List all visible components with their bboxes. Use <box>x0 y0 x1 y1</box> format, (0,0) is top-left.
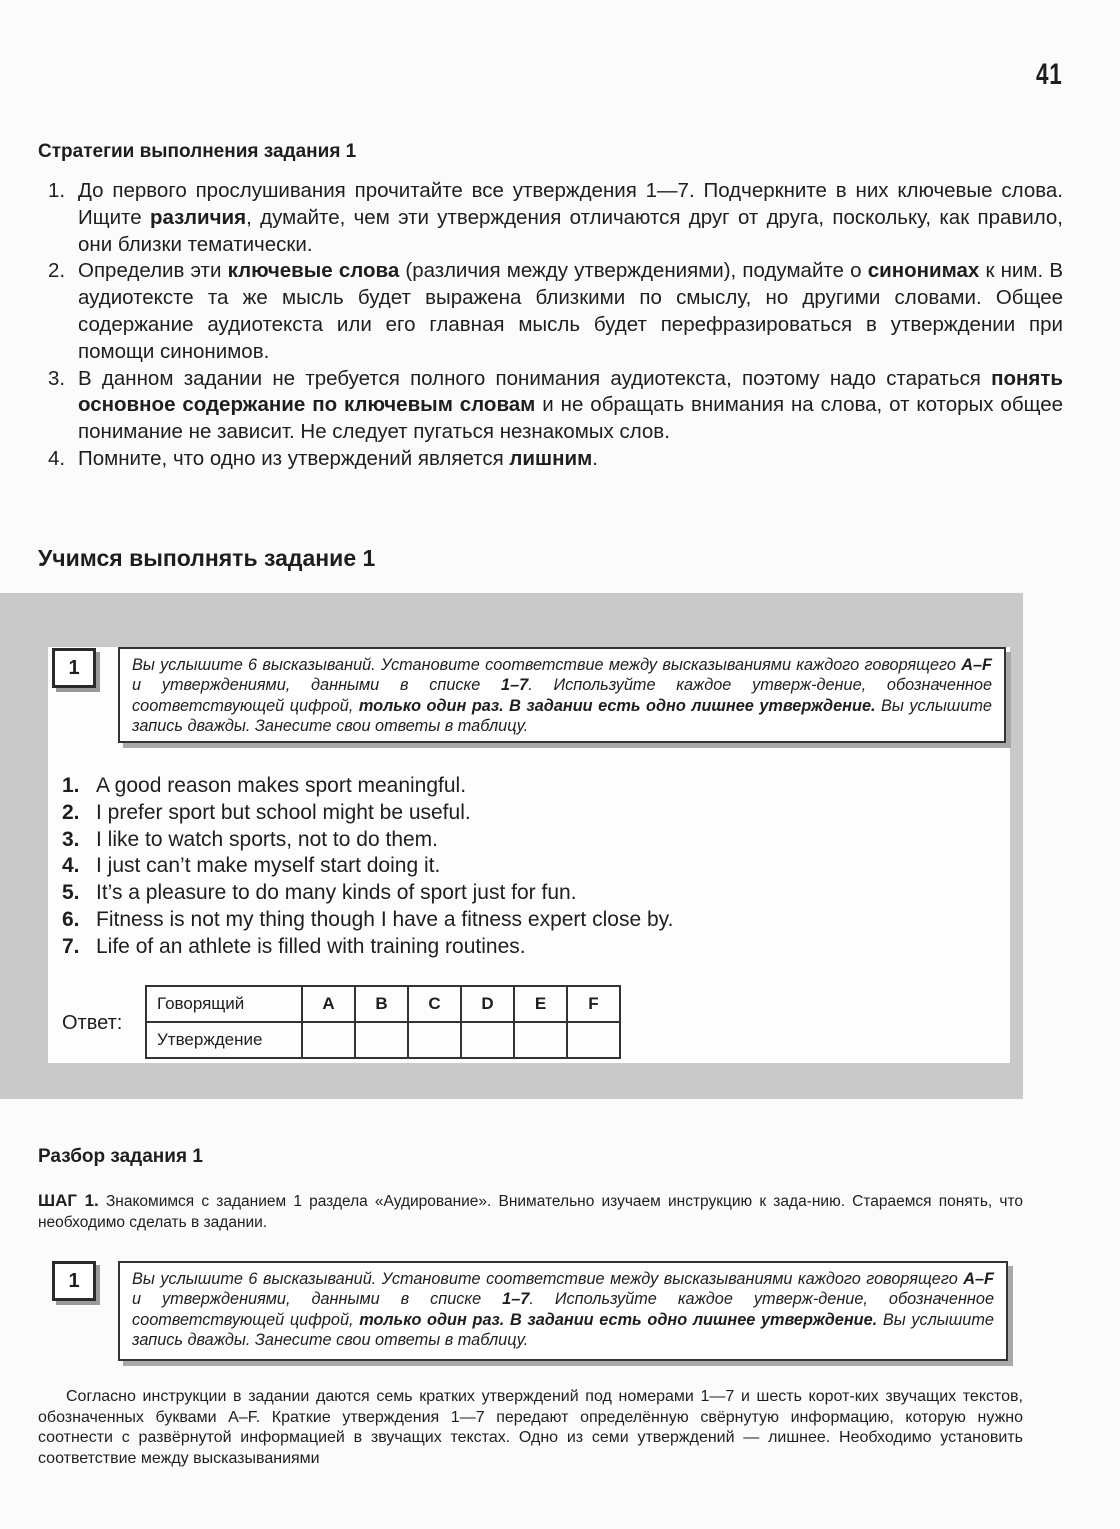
strategy-bold-text: понять основное содержание по ключевым словам <box>78 366 1063 417</box>
instruction-text: и утверждениями, данными в списке <box>132 1290 503 1309</box>
instruction-text: . Используйте каждое утверж-дение, обозначенное соответствующей цифрой, <box>132 1290 994 1329</box>
task-number-box: 1 <box>52 648 96 688</box>
strategy-bold-text: различия <box>149 205 247 229</box>
strategies-list <box>40 178 1063 473</box>
answer-cell[interactable] <box>514 1022 567 1058</box>
strategy-text: и не обращать внимания на слова, от которых общее понимание не зависит. Не следует пугаться незнакомых слов. <box>78 393 1064 444</box>
statement-number: 6. <box>62 907 80 931</box>
strategy-text: В данном задании не требуется полного понимания аудиотекста, поэтому надо стараться <box>78 366 992 390</box>
strategy-bold-text: синонимах <box>867 259 980 283</box>
strategy-text: До первого прослушивания прочитайте все утверждения 1—7. Подчеркните в них ключевые слова. Ищите <box>78 179 1063 229</box>
strategy-number: 3. <box>48 366 66 390</box>
statement-item <box>62 800 673 827</box>
speaker-column-header: A <box>302 986 355 1022</box>
instruction-text: и утверждениями, данными в списке <box>132 676 502 695</box>
speaker-column-header: B <box>355 986 408 1022</box>
strategy-text: Помните, что одно из утверждений является <box>78 446 510 470</box>
statement-item <box>62 773 673 800</box>
instruction-bold-text: только один раз. В задании есть одно лишнее утверждение. <box>358 696 876 715</box>
strategy-bold-text: лишним <box>509 446 593 470</box>
task-instruction-box-repeat <box>118 1261 1008 1361</box>
speaker-row-label: Говорящий <box>146 986 302 1022</box>
statement-number: 3. <box>62 827 80 851</box>
strategy-text: к ним. В аудиотексте та же мысль будет выражена близкими по смыслу, но другими словами. Общее содержание аудиотекста или его главная мысль будет перефразироваться в утверждении при помощи синонимов. <box>78 259 1064 363</box>
statement-row-label: Утверждение <box>146 1022 302 1058</box>
instruction-text: Вы услышите запись дважды. Занесите свои ответы в таблицу. <box>132 1310 994 1350</box>
answer-cell[interactable] <box>355 1022 408 1058</box>
statement-text: Life of an athlete is filled with training routines. <box>96 934 526 958</box>
instruction-bold-text: 1–7 <box>502 1290 530 1309</box>
instruction-bold-text: только один раз. В задании есть одно лишнее утверждение. <box>359 1310 878 1329</box>
answer-cell[interactable] <box>302 1022 355 1058</box>
answer-cell[interactable] <box>567 1022 620 1058</box>
speaker-column-header: F <box>567 986 620 1022</box>
step-paragraph <box>38 1191 1023 1233</box>
statement-text: I like to watch sports, not to do them. <box>96 827 438 851</box>
statement-text: Fitness is not my thing though I have a fitness expert close by. <box>96 907 674 931</box>
strategy-number: 2. <box>48 259 66 283</box>
strategy-number: 4. <box>48 446 66 470</box>
statement-item <box>62 827 673 854</box>
strategy-bold-text: ключевые слова <box>227 259 400 283</box>
learn-heading: Учимся выполнять задание 1 <box>38 545 376 571</box>
analysis-paragraph: Согласно инструкции в задании даются семь кратких утверждений под номерами 1—7 и шесть корот-ких звучащих текстов, обозначенных буквами A–F. Краткие утверждения 1—7 передают определённую свёрнутую информацию, которую нужно соотнести с развёрнутой информацией в звучащих текстах. Одно из семи утверждений — лишнее. Необходимо установить соответствие между высказываниями <box>38 1388 1023 1467</box>
speaker-column-header: E <box>514 986 567 1022</box>
analysis-heading: Разбор задания 1 <box>38 1146 203 1167</box>
answer-label: Ответ: <box>62 1012 123 1034</box>
instruction-bold-text: 1–7 <box>501 676 529 695</box>
strategy-item <box>48 178 1064 258</box>
strategy-item <box>48 366 1064 446</box>
instruction-bold-text: A–F <box>961 656 992 674</box>
answer-cell[interactable] <box>461 1022 514 1058</box>
statement-number: 5. <box>62 881 80 905</box>
speaker-column-header: C <box>408 986 461 1022</box>
statements-list <box>62 773 673 961</box>
strategy-text: . <box>592 446 598 470</box>
step-label: ШАГ 1. <box>38 1191 99 1210</box>
instruction-text: Вы услышите 6 высказываний. Установите соответствие между высказываниями каждого говорящего <box>132 656 962 674</box>
statement-number: 1. <box>62 774 80 797</box>
statement-number: 2. <box>62 800 80 824</box>
statement-number: 7. <box>62 934 80 958</box>
strategies-heading: Стратегии выполнения задания 1 <box>38 141 357 162</box>
answer-cell[interactable] <box>408 1022 461 1058</box>
instruction-text: . Используйте каждое утверж-дение, обозначенное соответствующей цифрой, <box>132 676 992 715</box>
strategy-text: (различия между утверждениями), подумайте о <box>399 259 868 283</box>
strategy-item <box>48 258 1064 365</box>
speaker-column-header: D <box>461 986 514 1022</box>
task-number-box-repeat: 1 <box>52 1261 96 1301</box>
strategy-text: Определив эти <box>78 259 228 283</box>
statement-text: It’s a pleasure to do many kinds of sport just for fun. <box>96 881 577 905</box>
instruction-text: Вы услышите 6 высказываний. Установите соответствие между высказываниями каждого говорящего <box>132 1270 964 1288</box>
statement-text: I just can’t make myself start doing it. <box>96 854 441 878</box>
statement-item <box>62 853 673 880</box>
statement-item <box>62 880 673 907</box>
strategy-text: , думайте, чем эти утверждения отличаются друг от друга, поскольку, как правило, они близки тематически. <box>78 205 1064 256</box>
page-number: 41 <box>1036 58 1063 91</box>
strategy-item <box>48 446 1063 473</box>
statement-item <box>62 934 673 961</box>
answer-table <box>145 985 621 1059</box>
strategy-number: 1. <box>48 179 66 202</box>
instruction-text: Вы услышите запись дважды. Занесите свои ответы в таблицу. <box>132 696 992 736</box>
statement-text: I prefer sport but school might be useful. <box>96 800 471 824</box>
statement-row <box>146 1022 620 1058</box>
statement-number: 4. <box>62 854 80 878</box>
speaker-row <box>146 986 620 1022</box>
instruction-bold-text: A–F <box>963 1270 994 1288</box>
task-instruction-box <box>118 647 1006 743</box>
step-text: Знакомимся с заданием 1 раздела «Аудирование». Внимательно изучаем инструкцию к зада-нию. Стараемся понять, что необходимо сделать в задании. <box>38 1193 1023 1231</box>
statement-text: A good reason makes sport meaningful. <box>96 774 467 797</box>
statement-item <box>62 907 673 934</box>
